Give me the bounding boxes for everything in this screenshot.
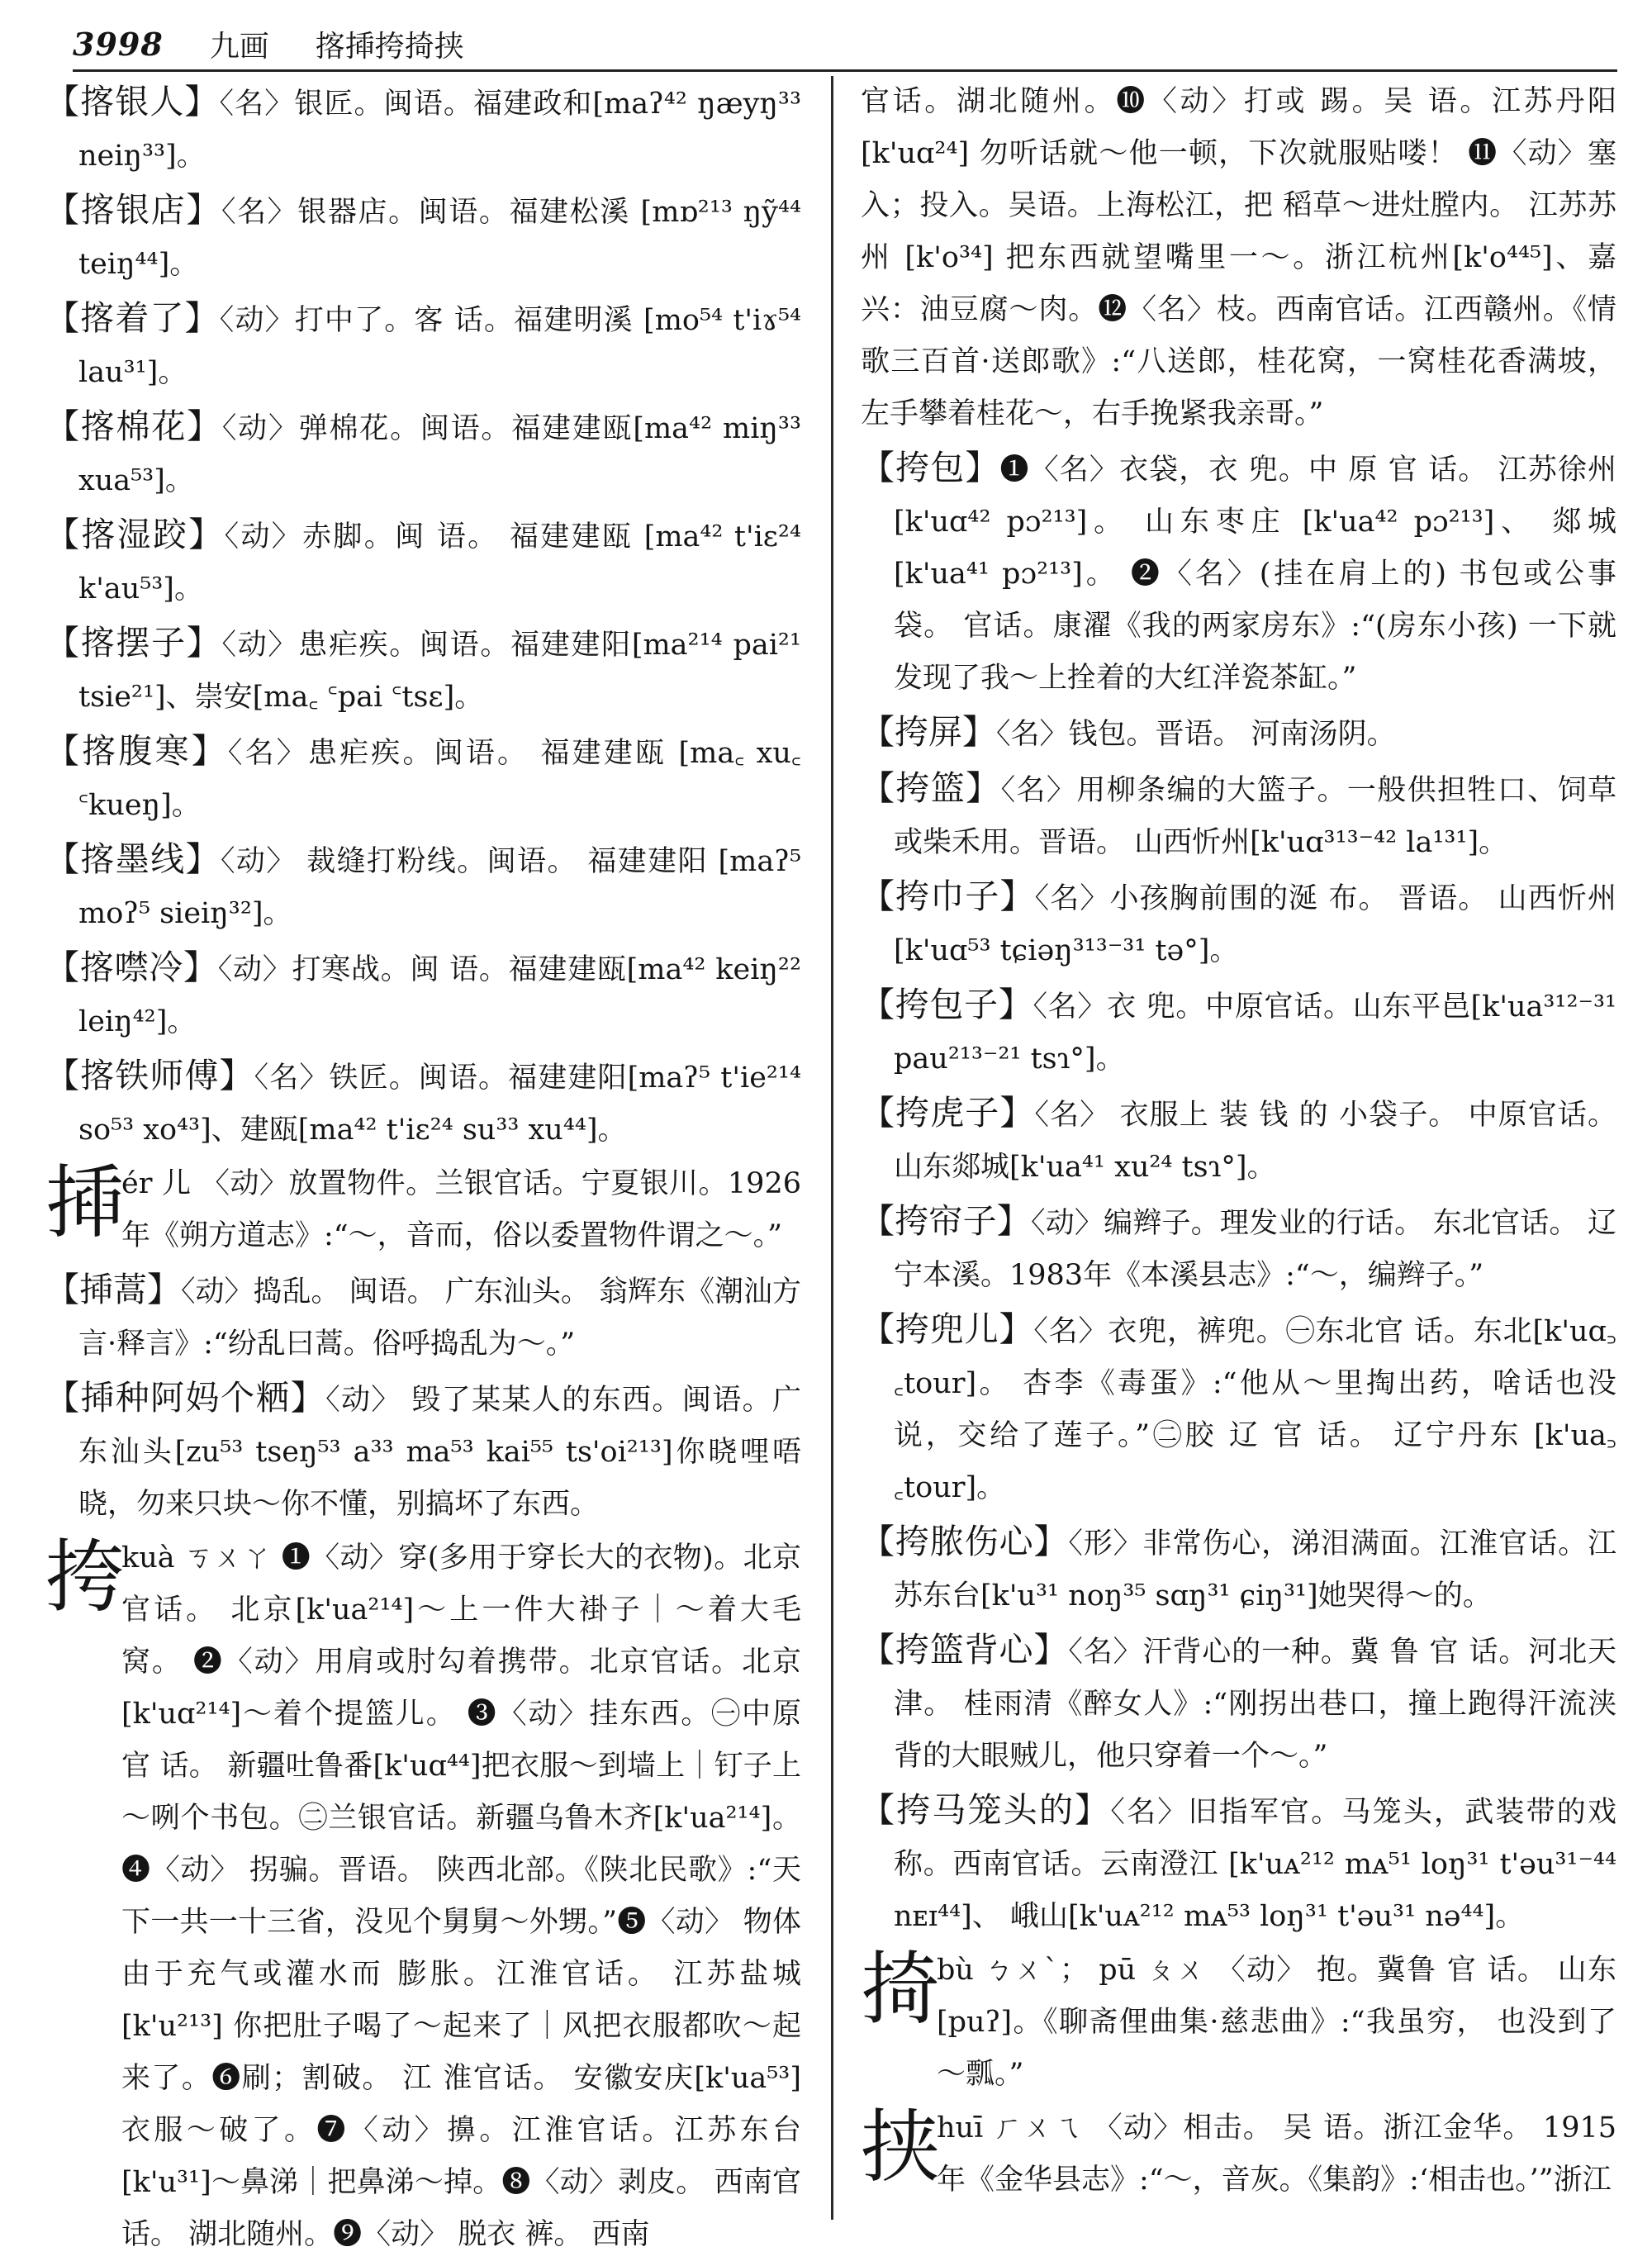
entry-headword: 【挎马笼头的】: [861, 1790, 1111, 1830]
character-entry-body: huī ㄏㄨㄟ 〈动〉相击。 吴 语。浙江金华。 1915年《金华县志》:“～，音灰。《集韵》:‘相击也。’”浙江: [937, 2111, 1616, 2197]
entry-continuation: 官话。湖北随州。❿〈动〉打或 踢。吴 语。江苏丹阳[k'uɑ²⁴] 勿听话就～他一顿，下次就服贴喽！ ⓫〈动〉塞入；投入。吴语。上海松江，把 稻草～进灶膛内。 江苏苏州 [k'o³⁴] 把东西就望嘴里一～。浙江杭州[k'o⁴⁴⁵]、嘉兴：油豆腐～肉。⓬〈名〉枝。西南官话。江西赣州。《情歌三百首·送郎歌》:“八送郎，桂花窝，一窝桂花香满坡，左手攀着桂花～，右手挽紧我亲哥。”: [861, 85, 1616, 430]
entry-headword: 【挎兜儿】: [861, 1309, 1034, 1349]
entry-headword: 【挎脓伤心】: [861, 1522, 1069, 1561]
entry-body: 〈名〉用柳条编的大篮子。一般供担牲口、饲草或柴禾用。晋语。 山西忻州[k'uɑ³¹³⁻⁴² la¹³¹]。: [894, 774, 1616, 859]
entry-headword: 【挎包】: [861, 448, 1000, 487]
entry-body: 〈动〉赤脚。闽 语。 福建建瓯 [ma⁴² t'iɛ²⁴ k'au⁵³]。: [78, 520, 801, 606]
entry-body: 〈名〉衣 兜。中原官话。山东平邑[k'ua³¹²⁻³¹ pau²¹³⁻²¹ tsɿ°]。: [894, 990, 1617, 1076]
entry-headword: 【揷蒿】: [45, 1270, 182, 1309]
entry-headword: 【揢棉花】: [45, 406, 222, 446]
character-entry: [861, 2102, 1616, 2206]
head-character: 掎: [861, 1943, 940, 2035]
entry-headword: 【揷种阿妈个粞】: [45, 1378, 326, 1418]
entry-headword: 【挎虎子】: [861, 1093, 1035, 1133]
entry-body: 〈动〉打中了。客 话。福建明溪 [mo⁵⁴ t'iɤ⁵⁴ lau³¹]。: [78, 304, 802, 389]
entry-headword: 【挎篮背心】: [861, 1630, 1069, 1670]
entry-body: 〈名〉 衣服上 装 钱 的 小袋子。 中原官话。山东郯城[k'ua⁴¹ xu²⁴ tsɿ°]。: [894, 1099, 1617, 1184]
dictionary-entry: [861, 706, 1616, 761]
dictionary-entry: [45, 509, 801, 615]
entry-headword: 【挎帘子】: [861, 1201, 1032, 1241]
entry-headword: 【揢噤冷】: [45, 948, 218, 987]
character-entry-body: kuà ㄎㄨㄚ ❶〈动〉穿(多用于穿长大的衣物)。北京官话。 北京[k'ua²¹⁴]～上一件大褂子｜～着大毛 窝。 ❷〈动〉用肩或肘勾着携带。北京官话。北京[k'uɑ²¹⁴]～着个提篮儿。 ❸〈动〉挂东西。㊀中原 官 话。 新疆吐鲁番[k'uɑ⁴⁴]把衣服～到墙上｜钉子上～咧个书包。㊁兰银官话。新疆乌鲁木齐[k'ua²¹⁴]。 ❹〈动〉 拐骗。晋语。 陕西北部。《陕北民歌》:“天下一共一十三省，没见个舅舅～外甥。”❺〈动〉 物体由于充气或灌水而 膨胀。江淮官话。 江苏盐城[k'u²¹³] 你把肚子喝了～起来了｜风把衣服都吹～起来了。❻刷；割破。 江 淮官话。 安徽安庆[k'ua⁵³]衣服～破了。❼〈动〉擤。江淮官话。江苏东台[k'u³¹]～鼻涕｜把鼻涕～掉。❽〈动〉剥皮。 西南官话。 湖北随州。❾〈动〉 脱衣 裤。 西南: [121, 1541, 801, 2251]
entry-body: 〈名〉衣兜，裤兜。㊀东北官 话。东北[k'uɑ꜆ ꜀tour]。 杏李《毒蛋》:“他从～里掏出药，啥话也没说，交给了莲子。”㊁胶 辽 官 话。 辽宁丹东 [k'ua꜆ ꜀tour]。: [894, 1315, 1616, 1504]
entry-body: 〈动〉 裁缝打粉线。闽语。 福建建阳 [maʔ⁵ moʔ⁵ sieiŋ³²]。: [78, 845, 802, 930]
entry-headword: 【挎篮】: [861, 768, 1001, 808]
entry-headword: 【揢腹寒】: [45, 731, 228, 771]
entry-headword: 【挎包子】: [861, 985, 1033, 1024]
entry-headword: 【揢湿跤】: [45, 515, 225, 554]
column-divider: [831, 76, 833, 2220]
entry-body: 〈名〉铁匠。闽语。福建建阳[maʔ⁵ t'ie²¹⁴ so⁵³ xo⁴³]、建瓯[ma⁴² t'iɛ²⁴ su³³ xu⁴⁴]。: [78, 1062, 801, 1147]
entry-body: 〈动〉弹棉花。闽语。福建建瓯[ma⁴² miŋ³³ xua⁵³]。: [78, 412, 801, 497]
entry-body: 〈名〉汗背心的一种。冀 鲁 官 话。河北天津。 桂雨清《醉女人》:“刚拐出巷口，撞上跑得汗流浃背的大眼贼儿，他只穿着一个～。”: [894, 1636, 1616, 1773]
left-column: [45, 76, 802, 2251]
dictionary-entry: [45, 76, 801, 183]
dictionary-entry: [861, 1624, 1616, 1783]
dictionary-entry: [861, 1195, 1616, 1302]
character-entry: [861, 1945, 1616, 2101]
entry-body: 〈名〉银器店。闽语。福建松溪 [mɒ²¹³ ŋỹ⁴⁴ teiŋ⁴⁴]。: [78, 196, 802, 281]
dictionary-entry: [861, 1087, 1616, 1194]
entry-body: 〈动〉捣乱。 闽语。 广东汕头。 翁辉东《潮汕方言·释言》:“纷乱曰蒿。俗呼捣乱为～。”: [78, 1275, 802, 1361]
entry-headword: 【揢银店】: [45, 190, 221, 230]
section-title: 九画: [209, 29, 269, 64]
dictionary-entry: [45, 1264, 801, 1370]
dictionary-entry: [861, 979, 1616, 1085]
character-entry-body: ér 儿 〈动〉放置物件。兰银官话。宁夏银川。1926 年《朔方道志》:“～，音而，俗以委置物件谓之～。”: [121, 1167, 801, 1252]
dictionary-entry: [861, 1784, 1616, 1943]
entry-headword: 【揢银人】: [45, 82, 220, 121]
dictionary-entry: [45, 1372, 801, 1531]
page-number: 3998: [73, 25, 164, 63]
dictionary-entry: [861, 762, 1616, 869]
dictionary-entry: [45, 834, 801, 940]
dictionary-entry: [45, 1050, 801, 1157]
dictionary-entry: [45, 617, 801, 724]
entry-body: 〈形〉非常伤心，涕泪满面。江淮官话。江苏东台[k'u³¹ noŋ³⁵ sɑŋ³¹ ɕiŋ³¹]她哭得～的。: [894, 1527, 1616, 1613]
dictionary-entry: [45, 401, 801, 507]
entry-headword: 【揢铁师傅】: [45, 1056, 254, 1095]
head-character: 挎: [45, 1531, 125, 1623]
dictionary-entry: [861, 1304, 1616, 1514]
character-entry: [45, 1532, 801, 2261]
entry-body: 〈名〉钱包。晋语。 河南汤阴。: [996, 718, 1396, 751]
entry-body: 〈动〉患疟疾。闽语。福建建阳[ma²¹⁴ pai²¹ tsie²¹]、崇安[ma꜀ ꜂pai ꜂tsɛ]。: [78, 629, 801, 714]
header-characters: 揢揷挎掎挟: [315, 29, 464, 64]
head-character: 揷: [45, 1157, 125, 1249]
right-column: [861, 76, 1616, 2220]
entry-body: 〈名〉小孩胸前围的涎 布。 晋语。 山西忻州[k'uɑ⁵³ tɕiəŋ³¹³⁻³¹ tə°]。: [894, 882, 1616, 967]
dictionary-entry: [45, 184, 801, 291]
entry-body: ❶〈名〉衣袋，衣 兜。中 原 官 话。 江苏徐州[k'uɑ⁴² pɔ²¹³]。 山东枣庄 [k'ua⁴² pɔ²¹³]、 郯城 [k'ua⁴¹ pɔ²¹³]。 ❷〈名〉(挂在肩上的) 书包或公事 袋。 官话。康濯《我的两家房东》:“(房东小孩) 一下就发现了我～上拴着的大红洋瓷茶缸。”: [894, 454, 1616, 695]
entry-headword: 【揢着了】: [45, 298, 220, 338]
entry-headword: 【挎巾子】: [861, 876, 1035, 916]
entry-headword: 【揢摆子】: [45, 623, 222, 663]
page-header: [73, 18, 1617, 72]
dictionary-entry: [861, 871, 1616, 977]
dictionary-entry: [861, 442, 1616, 705]
dictionary-entry: [45, 725, 801, 832]
entry-body: 〈名〉旧指军官。马笼头，武装带的戏称。西南官话。云南澄江 [k'uᴀ²¹² mᴀ⁵¹ loŋ³¹ t'əu³¹⁻⁴⁴ nᴇɪ⁴⁴]、 峨山[k'uᴀ²¹² mᴀ⁵³ loŋ³¹ t'əu³¹ nə⁴⁴]。: [894, 1796, 1616, 1933]
entry-body: 〈动〉打寒战。闽 语。福建建瓯[ma⁴² keiŋ²² leiŋ⁴²]。: [78, 953, 801, 1038]
entry-headword: 【挎屏】: [861, 712, 996, 752]
dictionary-entry: [45, 942, 801, 1048]
entry-body: 〈名〉银匠。闽语。福建政和[maʔ⁴² ŋæyŋ³³ neiŋ³³]。: [78, 88, 801, 173]
dictionary-entry: [45, 292, 801, 399]
entry-body: 〈动〉编辫子。理发业的行话。 东北官话。 辽宁本溪。1983年《本溪县志》:“～，编辫子。”: [894, 1207, 1616, 1292]
entry-body: 〈动〉 毁了某某人的东西。闽语。广东汕头[zu⁵³ tseŋ⁵³ a³³ ma⁵³ kai⁵⁵ ts'oi²¹³]你晓哩唔晓，勿来只块～你不懂，别搞坏了东西。: [78, 1384, 801, 1521]
character-entry-body: bù ㄅㄨˋ； pū ㄆㄨ 〈动〉 抱。冀鲁 官 话。 山东[puʔ]。《聊斋俚曲集·慈悲曲》:“我虽穷， 也没到了～瓢。”: [937, 1954, 1616, 2091]
dictionary-entry: [861, 1516, 1616, 1622]
entry-headword: 【揢墨线】: [45, 839, 221, 879]
entry-body: 〈名〉患疟疾。闽语。 福建建瓯 [ma꜀ xu꜀ ꜂kueŋ]。: [78, 737, 801, 822]
head-character: 挟: [861, 2101, 940, 2193]
character-entry: [45, 1158, 801, 1262]
